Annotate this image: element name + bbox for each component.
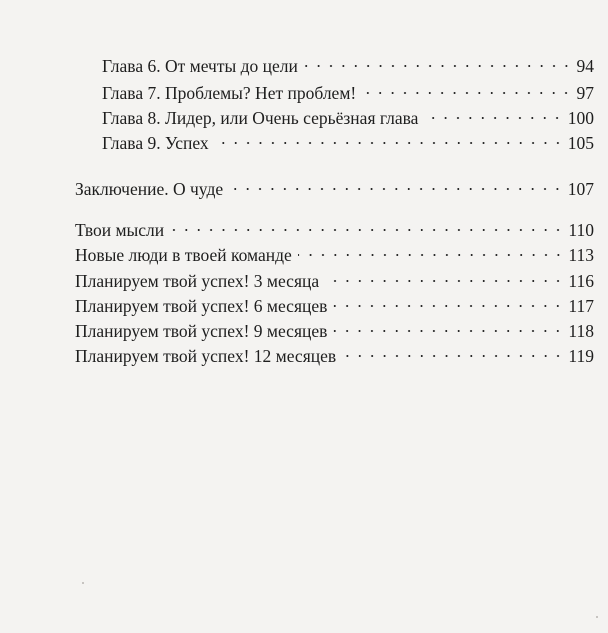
toc-entry-plan-12-months — [75, 338, 594, 366]
toc-entry-page: 117 — [568, 296, 594, 316]
dot-leader — [170, 212, 564, 236]
dot-leader — [304, 48, 573, 72]
toc-entry-page: 113 — [568, 245, 594, 265]
toc-entry-title: Планируем твой успех! 6 месяцев — [75, 296, 328, 316]
toc-entry-chapter-7 — [102, 75, 594, 103]
toc-entry-title: Планируем твой успех! 9 месяцев — [75, 321, 328, 341]
dot-leader — [362, 75, 572, 99]
toc-entry-new-people — [75, 237, 594, 265]
toc-entry-page: 105 — [567, 133, 594, 153]
toc-entry-title: Глава 6. От мечты до цели — [102, 56, 298, 76]
toc-entry-plan-3-months — [75, 263, 594, 291]
dot-leader — [215, 125, 564, 149]
toc-entry-plan-6-months — [75, 288, 594, 316]
toc-entry-title: Глава 9. Успех — [102, 133, 209, 153]
dot-leader — [424, 100, 563, 124]
dot-leader — [333, 288, 564, 312]
paper-speck — [82, 582, 84, 584]
dot-leader — [229, 171, 564, 195]
toc-entry-title: Глава 7. Проблемы? Нет проблем! — [102, 83, 357, 103]
toc-entry-page: 116 — [568, 271, 594, 291]
toc-entry-title: Твои мысли — [75, 220, 165, 240]
dot-leader — [342, 338, 564, 362]
toc-entry-title: Планируем твой успех! 3 месяца — [75, 271, 320, 291]
toc-entry-chapter-6 — [102, 48, 594, 76]
toc-entry-page: 97 — [576, 83, 594, 103]
paper-speck — [596, 616, 598, 618]
toc-entry-title: Планируем твой успех! 12 месяцев — [75, 346, 337, 366]
dot-leader — [333, 313, 564, 337]
toc-entry-page: 107 — [567, 179, 594, 199]
toc-entry-page: 118 — [568, 321, 594, 341]
toc-entry-conclusion — [75, 171, 594, 199]
toc-entry-title: Новые люди в твоей команде — [75, 245, 292, 265]
toc-entry-page: 94 — [576, 56, 594, 76]
toc-entry-page: 100 — [567, 108, 594, 128]
toc-entry-page: 110 — [568, 220, 594, 240]
toc-entry-chapter-8 — [102, 100, 594, 128]
dot-leader — [298, 237, 565, 261]
toc-entry-page: 119 — [568, 346, 594, 366]
toc-entry-chapter-9 — [102, 125, 594, 153]
toc-entry-title: Глава 8. Лидер, или Очень серьёзная глава — [102, 108, 419, 128]
dot-leader — [325, 263, 564, 287]
toc-entry-plan-9-months — [75, 313, 594, 341]
toc-entry-thoughts — [75, 212, 594, 240]
toc-entry-title: Заключение. О чуде — [75, 179, 224, 199]
